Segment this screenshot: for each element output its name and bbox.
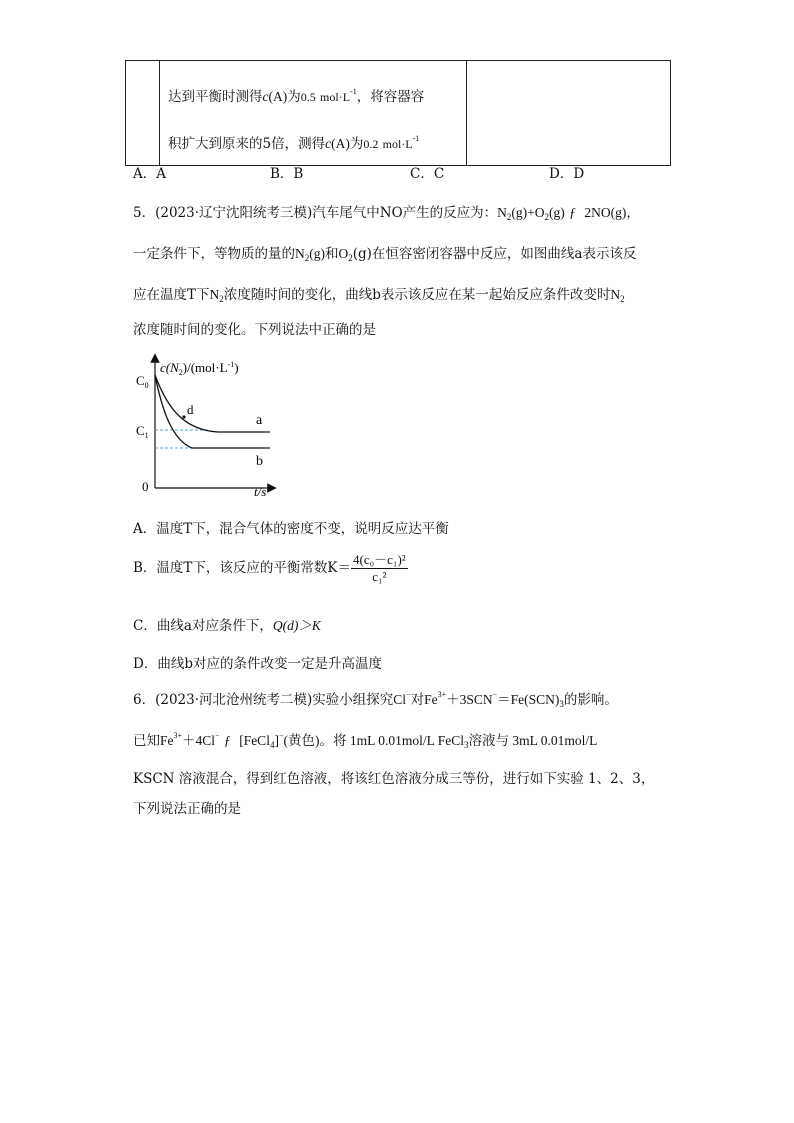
- table-cell-condition: [160, 61, 467, 166]
- q5-option-a: A．温度T下，混合气体的密度不变，说明反应达平衡: [133, 521, 449, 537]
- label-b: b: [256, 454, 263, 469]
- q5-option-b: B．温度T下，该反应的平衡常数K＝ $\frac{\text{4(c₀－c₁)²}}{\text{c₁²}}$: [133, 552, 406, 584]
- concentration-time-graph: [130, 350, 290, 500]
- q4-option-a: A．A: [133, 166, 166, 182]
- tick-c1: $C_1$: [136, 423, 149, 440]
- origin-label: 0: [142, 479, 149, 494]
- equilibrium-constant-fraction: $\frac{\text{4(c₀－c₁)²}}{\text{c₁²}}$: [353, 552, 406, 584]
- q5-line-1: 5．(2023·辽宁沈阳统考三模)汽车尾气中NO产生的反应为：$N_2(g)+O_2(g)$ ƒ 2NO(g)，: [133, 205, 640, 222]
- table-cell-conclusion: [467, 61, 671, 166]
- point-d: [182, 415, 185, 418]
- table-continuation: [125, 60, 671, 166]
- y-axis-label: $c(N_2)/(mol\cdot L^{-1})$: [160, 360, 239, 377]
- q5-line-3: 应在温度T下$N_2$浓度随时间的变化，曲线b表示该反应在某一起始反应条件改变时$N_2$: [133, 287, 625, 304]
- tick-c0: $C_0$: [136, 373, 149, 390]
- table-line-2: 积扩大到原来的5倍，测得c(A)为0.2 $mol\cdot L^{-1}$: [168, 134, 420, 152]
- table-cell-label: [126, 61, 160, 166]
- q6-line-3: KSCN 溶液混合，得到红色溶液，将该红色溶液分成三等份，进行如下实验 1、2、3，: [133, 771, 655, 787]
- q4-option-b: B．B: [270, 166, 304, 182]
- q5-option-c: C．曲线a对应条件下，Q(d)＞K: [133, 618, 321, 634]
- x-axis-label: t/s: [254, 484, 267, 499]
- table-line-1: 达到平衡时测得c(A)为0.5 $mol\cdot L^{-1}$，将容器容: [168, 87, 425, 105]
- q5-line-4: 浓度随时间的变化。下列说法中正确的是: [133, 322, 376, 338]
- q4-option-c: C．C: [410, 166, 445, 182]
- q6-line-1: 6．(2023·河北沧州统考二模)实验小组探究Cl−对$Fe^{3+}+3SCN^-=Fe(SCN)_3$的影响。: [133, 690, 618, 709]
- q4-option-d: D．D: [549, 166, 585, 182]
- label-d: d: [187, 402, 194, 417]
- q5-line-2: 一定条件下，等物质的量的$N_2(g)$和$O_2(g)$在恒容密闭容器中反应，如图曲线a表示该反: [133, 246, 637, 263]
- curve-a: [155, 375, 270, 432]
- label-a: a: [256, 413, 263, 428]
- curve-b: [155, 375, 270, 448]
- q6-line-2: 已知$Fe^{3+}+4Cl^-$ ƒ [FeCl$_4$]−(黄色)。将 1mL 0.01mol/L FeCl$_3$溶液与 3mL 0.01mol/L: [133, 731, 598, 750]
- q5-option-d: D．曲线b对应的条件改变一定是升高温度: [133, 656, 382, 672]
- q6-line-4: 下列说法正确的是: [133, 801, 241, 817]
